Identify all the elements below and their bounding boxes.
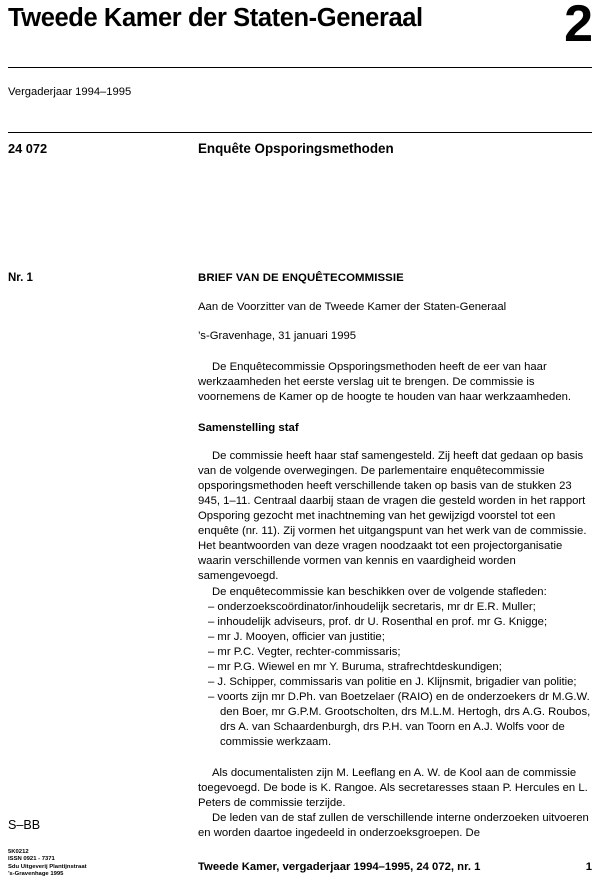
paragraph-research-groups: De leden van de staf zullen de verschillende interne onderzoeken uitvoeren en worden daartoe ingedeeld in onderzoeksgroepen. De	[198, 811, 589, 839]
imprint-line: 5K0212	[8, 849, 29, 855]
list-item: – J. Schipper, commissaris van politie en J. Klijnsmit, brigadier van politie;	[208, 676, 577, 689]
imprint-line: ISSN 0921 - 7371	[8, 856, 55, 863]
dossier-number: 24 072	[8, 141, 48, 156]
document-body	[198, 271, 594, 841]
list-item: – voorts zijn mr D.Ph. van Boetzelaer (RAIO) en de onderzoekers dr M.G.W. den Boer, mr G.P.M. Grootscholten, drs M.L.M. Hertogh, drs A.G. Roubos, drs A. van Schaardenburgh, drs P.H. van Toorn en A.J. Wolfs voor de commissie werkzaam.	[208, 691, 591, 749]
dateline: ’s-Gravenhage, 31 januari 1995	[198, 330, 357, 343]
intro-paragraph: De Enquêtecommissie Opsporingsmethoden heeft de eer van haar werkzaamheden het eerste verslag uit te brengen. De commissie is voornemens de Kamer op de hoogte te houden van haar werkzaamheden.	[198, 361, 572, 404]
paragraph-staff-composition: De commissie heeft haar staf samengesteld. Zij heeft dat gedaan op basis van de volgende overwegingen. De parlementaire enquêtecommissie opsporingsmethoden heeft verschillende taken op basis van de stukken 23 945, 1–11. Centraal daarbij staan de vragen die gesteld worden in het rapport Opsporing gezocht met inachtneming van het gewijzigd voorstel tot een enquête (nr. 11). Zij vormen het uitgangspunt van het werk van de commissie. Het beantwoorden van deze vragen noodzaakt tot een projectorganisatie waarin verschillende vormen van kennis en vaardigheid worden samengevoegd.	[198, 449, 587, 583]
session-year: Vergaderjaar 1994–1995	[8, 86, 132, 98]
dossier-title: Enquête Opsporingsmethoden	[198, 141, 394, 156]
imprint-line: ’s-Gravenhage 1995	[8, 871, 64, 878]
paragraph-staff-lead-in: De enquêtecommissie kan beschikken over de volgende stafleden:	[212, 585, 547, 598]
masthead-title: Tweede Kamer der Staten-Generaal	[8, 4, 423, 32]
paragraph-documentalists: Als documentalisten zijn M. Leeflang en A. W. de Kool aan de commissie toegevoegd. De bode is K. Rangoe. Als secretaresses staan P. Hercules en L. Peters de commissie terzijde.	[198, 766, 588, 809]
list-item: – mr P.C. Vegter, rechter-commissaris;	[208, 645, 401, 658]
addressee-line: Aan de Voorzitter van de Tweede Kamer der Staten-Generaal	[198, 301, 507, 314]
staff-member-list	[198, 600, 594, 751]
footer-reference: Tweede Kamer, vergaderjaar 1994–1995, 24 072, nr. 1	[198, 861, 481, 873]
signature-code: S–BB	[8, 818, 41, 832]
list-item: – inhoudelijk adviseurs, prof. dr U. Rosenthal en prof. mr G. Knigge;	[208, 615, 548, 628]
document-heading: BRIEF VAN DE ENQUÊTECOMMISSIE	[198, 272, 404, 284]
item-number: Nr. 1	[8, 272, 33, 284]
list-item: – mr P.G. Wiewel en mr Y. Buruma, strafrechtdeskundigen;	[208, 660, 502, 673]
publisher-imprint	[8, 849, 87, 879]
page-number: 1	[585, 861, 592, 873]
imprint-line: Sdu Uitgeverij Plantijnstraat	[8, 863, 87, 870]
header-rule-top	[8, 67, 592, 68]
masthead	[8, 0, 592, 62]
chamber-number: 2	[564, 0, 592, 53]
header-rule-middle	[8, 132, 592, 133]
list-item: – mr J. Mooyen, officier van justitie;	[208, 630, 385, 643]
list-item: – onderzoekscoördinator/inhoudelijk secretaris, mr dr E.R. Muller;	[208, 600, 536, 613]
section-heading-samenstelling-staf: Samenstelling staf	[198, 421, 299, 434]
